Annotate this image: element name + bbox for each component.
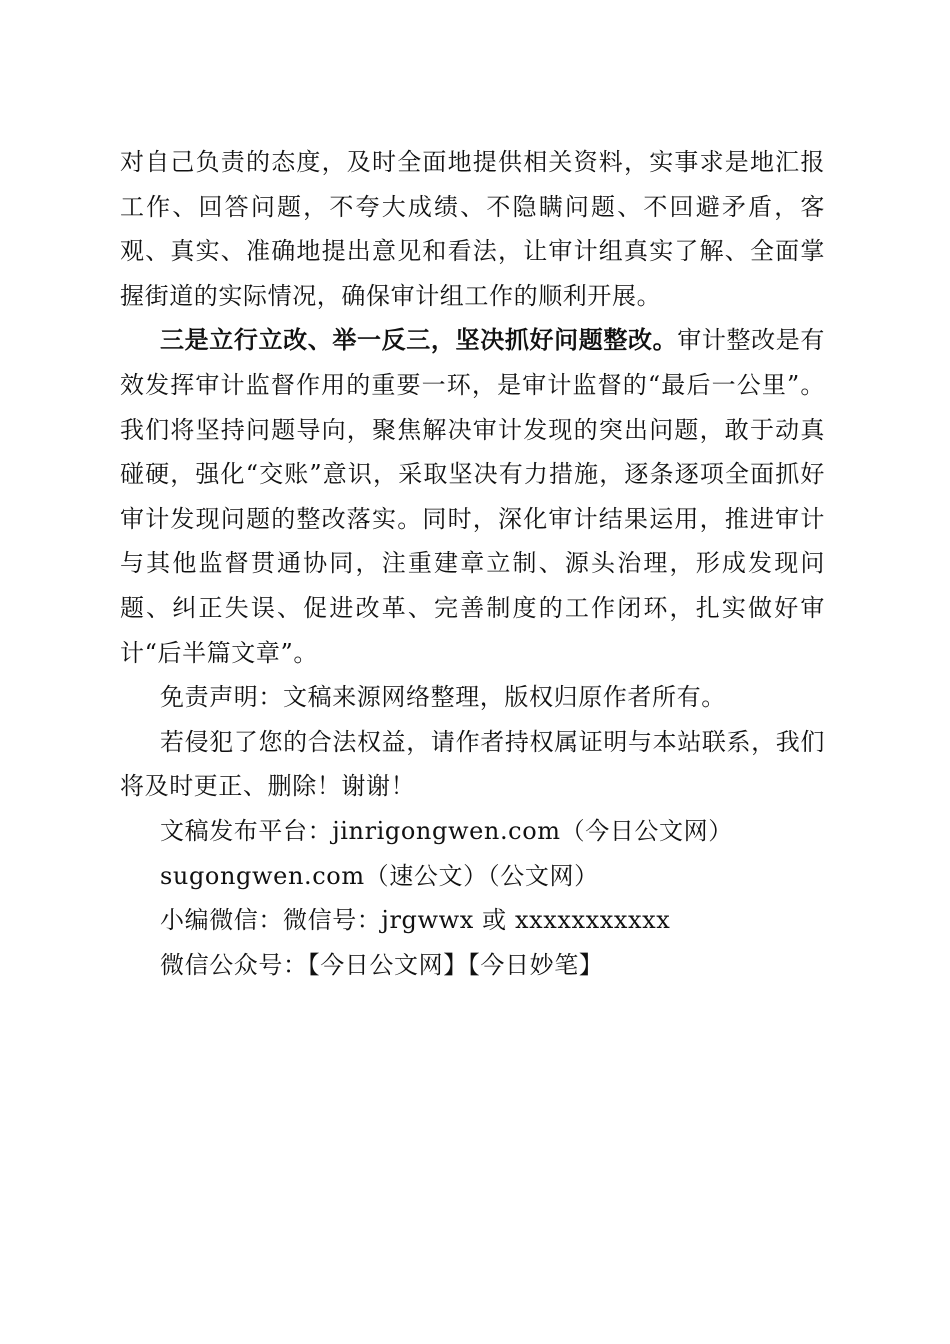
infringement-notice: 若侵犯了您的合法权益，请作者持权属证明与本站联系，我们将及时更正、删除！谢谢！ <box>120 727 825 801</box>
official-account-line: 微信公众号：【今日公文网】【今日妙笔】 <box>160 950 604 979</box>
platform-line: 文稿发布平台：jinrigongwen.com（今日公文网） <box>160 816 733 845</box>
paragraph-continued <box>120 140 825 318</box>
paragraph-text: 审计整改是有效发挥审计监督作用的重要一环，是审计监督的“最后一公里”。我们将坚持问题导向，聚焦解决审计发现的突出问题，敢于动真碰硬，强化“交账”意识，采取坚决有力措施，逐条逐项全面抓好审计发现问题的整改落实。同时，深化审计结果运用，推进审计与其他监督贯通协同，注重建章立制、源头治理，形成发现问题、纠正失误、促进改革、完善制度的工作闭环，扎实做好审计“后半篇文章”。 <box>120 326 825 667</box>
paragraph-rectification <box>120 318 825 675</box>
site-line: sugongwen.com（速公文）（公文网） <box>160 861 599 890</box>
document-page <box>120 140 825 987</box>
paragraph-text: 对自己负责的态度，及时全面地提供相关资料，实事求是地汇报工作、回答问题，不夸大成绩、不隐瞒问题、不回避矛盾，客观、真实、准确地提出意见和看法，让审计组真实了解、全面掌握街道的实际情况，确保审计组工作的顺利开展。 <box>120 148 825 310</box>
paragraph-lead-heading: 三是立行立改、举一反三，坚决抓好问题整改。 <box>160 325 678 355</box>
disclaimer-text: 免责声明：文稿来源网络整理，版权归原作者所有。 <box>160 683 726 712</box>
wechat-line: 小编微信：微信号：jrgwwx 或 xxxxxxxxxxx <box>160 906 671 935</box>
